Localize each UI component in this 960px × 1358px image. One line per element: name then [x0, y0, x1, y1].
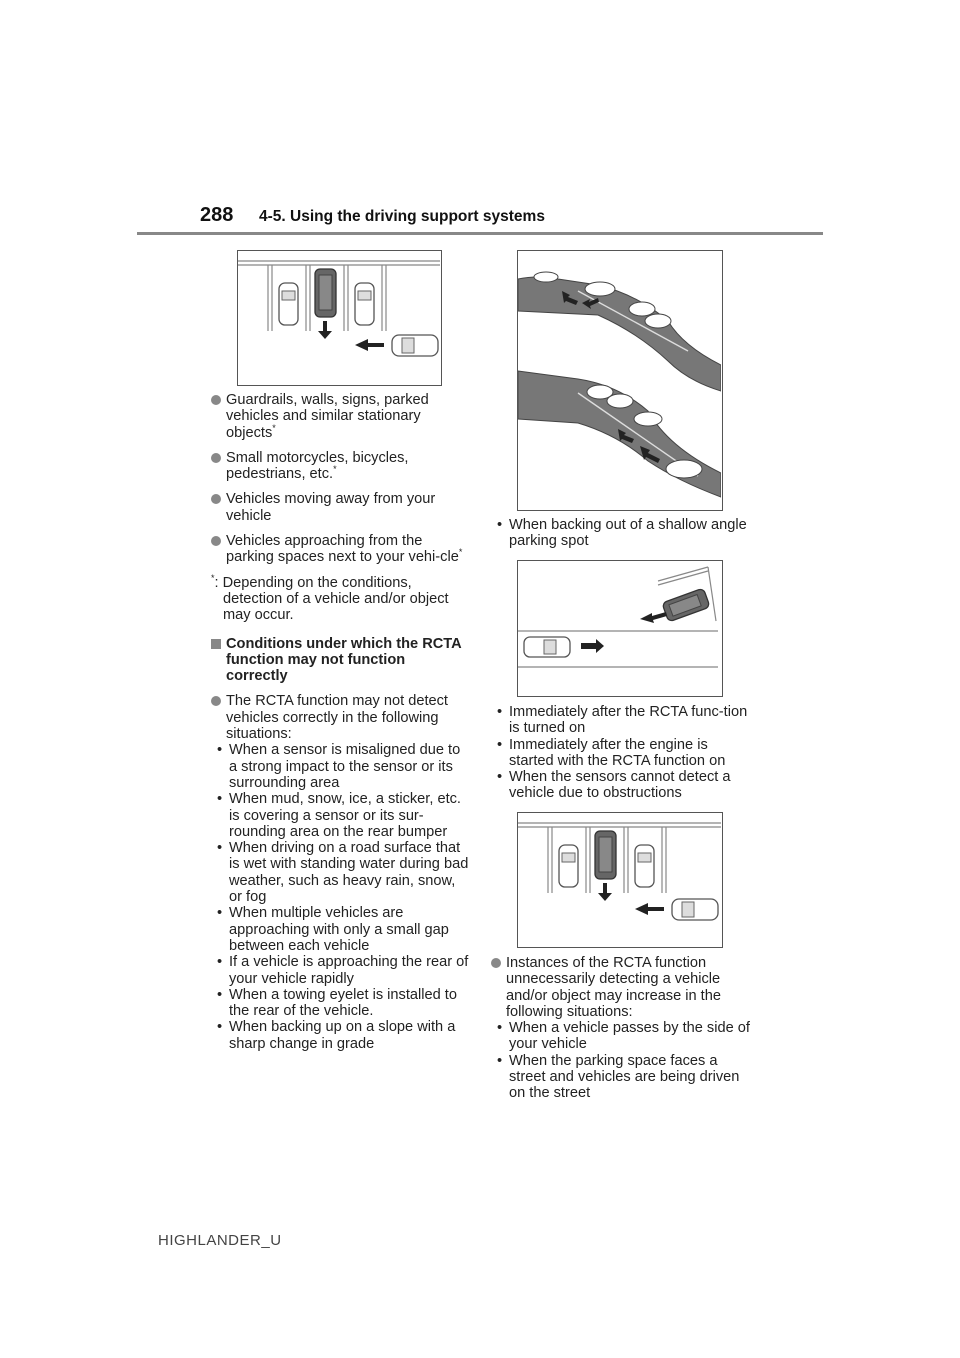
figure-parking-lot-2	[517, 812, 723, 948]
sub-item: • Immediately after the engine is started with the RCTA function on	[497, 736, 726, 769]
sub-item: • When a sensor is misaligned due to a strong impact to the sensor or its surrounding area	[217, 742, 461, 791]
figure-slope	[517, 250, 723, 511]
parking-lot-illustration-2	[518, 813, 721, 946]
left-column	[211, 392, 469, 1052]
sub-item: • When a towing eyelet is installed to the rear of the vehicle.	[217, 986, 457, 1020]
bullet-dot-icon	[491, 958, 501, 968]
bullet-item: The RCTA function may not detect vehicles correctly in the following situations:	[211, 693, 469, 742]
footer-model: HIGHLANDER_U	[158, 1232, 282, 1249]
sub-item: • When mud, snow, ice, a sticker, etc. is covering a sensor or its sur-rounding area on the rear bumper	[217, 791, 461, 840]
slope-illustration	[518, 251, 721, 509]
right-text-b	[491, 704, 756, 802]
sub-item: • When multiple vehicles are approaching with only a small gap between each vehicle	[217, 905, 449, 954]
figure-shallow-angle	[517, 560, 723, 697]
bullet-dot-icon	[211, 494, 221, 504]
sub-item: • When the parking space faces a street and vehicles are being driven on the street	[497, 1052, 740, 1102]
sub-item: • When backing up on a slope with a sharp change in grade	[217, 1019, 456, 1052]
bullet-item: Small motorcycles, bicycles, pedestrians, etc.*	[211, 450, 469, 483]
sub-item: • When the sensors cannot detect a vehicle due to obstructions	[497, 769, 731, 802]
bullet-item: Vehicles approaching from the parking spaces next to your vehi-cle*	[211, 533, 469, 566]
sub-item: • Immediately after the RCTA func-tion is turned on	[497, 704, 748, 737]
bullet-item: Guardrails, walls, signs, parked vehicles and similar stationary objects*	[211, 392, 469, 441]
parking-lot-illustration	[238, 251, 440, 384]
bullet-item: Vehicles moving away from your vehicle	[211, 491, 469, 524]
sub-item: • If a vehicle is approaching the rear of your vehicle rapidly	[217, 954, 469, 987]
square-marker-icon	[211, 639, 221, 649]
section-title: 4-5. Using the driving support systems	[259, 208, 545, 225]
shallow-angle-illustration	[518, 561, 721, 695]
bullet-dot-icon	[211, 696, 221, 706]
bullet-dot-icon	[211, 395, 221, 405]
sub-item: • When driving on a road surface that is wet with standing water during bad weather, such as heavy rain, snow, or fog	[217, 840, 469, 906]
sub-item: • When backing out of a shallow angle parking spot	[497, 517, 747, 550]
footnote: *: Depending on the conditions, detection of a vehicle and/or object may occur.	[211, 572, 449, 624]
subheading: Conditions under which the RCTA function may not function correctly	[211, 636, 469, 685]
page-number: 288	[200, 204, 234, 226]
page-header	[0, 0, 960, 240]
bullet-dot-icon	[211, 453, 221, 463]
bullet-dot-icon	[211, 536, 221, 546]
header-rule	[137, 232, 823, 235]
bullet-item: Instances of the RCTA function unnecessarily detecting a vehicle and/or object may increase in the following situations:	[491, 955, 753, 1020]
right-text-a	[491, 517, 753, 550]
figure-parking-lot-1	[237, 250, 442, 386]
right-text-c	[491, 955, 753, 1102]
sub-item: • When a vehicle passes by the side of your vehicle	[497, 1020, 750, 1053]
